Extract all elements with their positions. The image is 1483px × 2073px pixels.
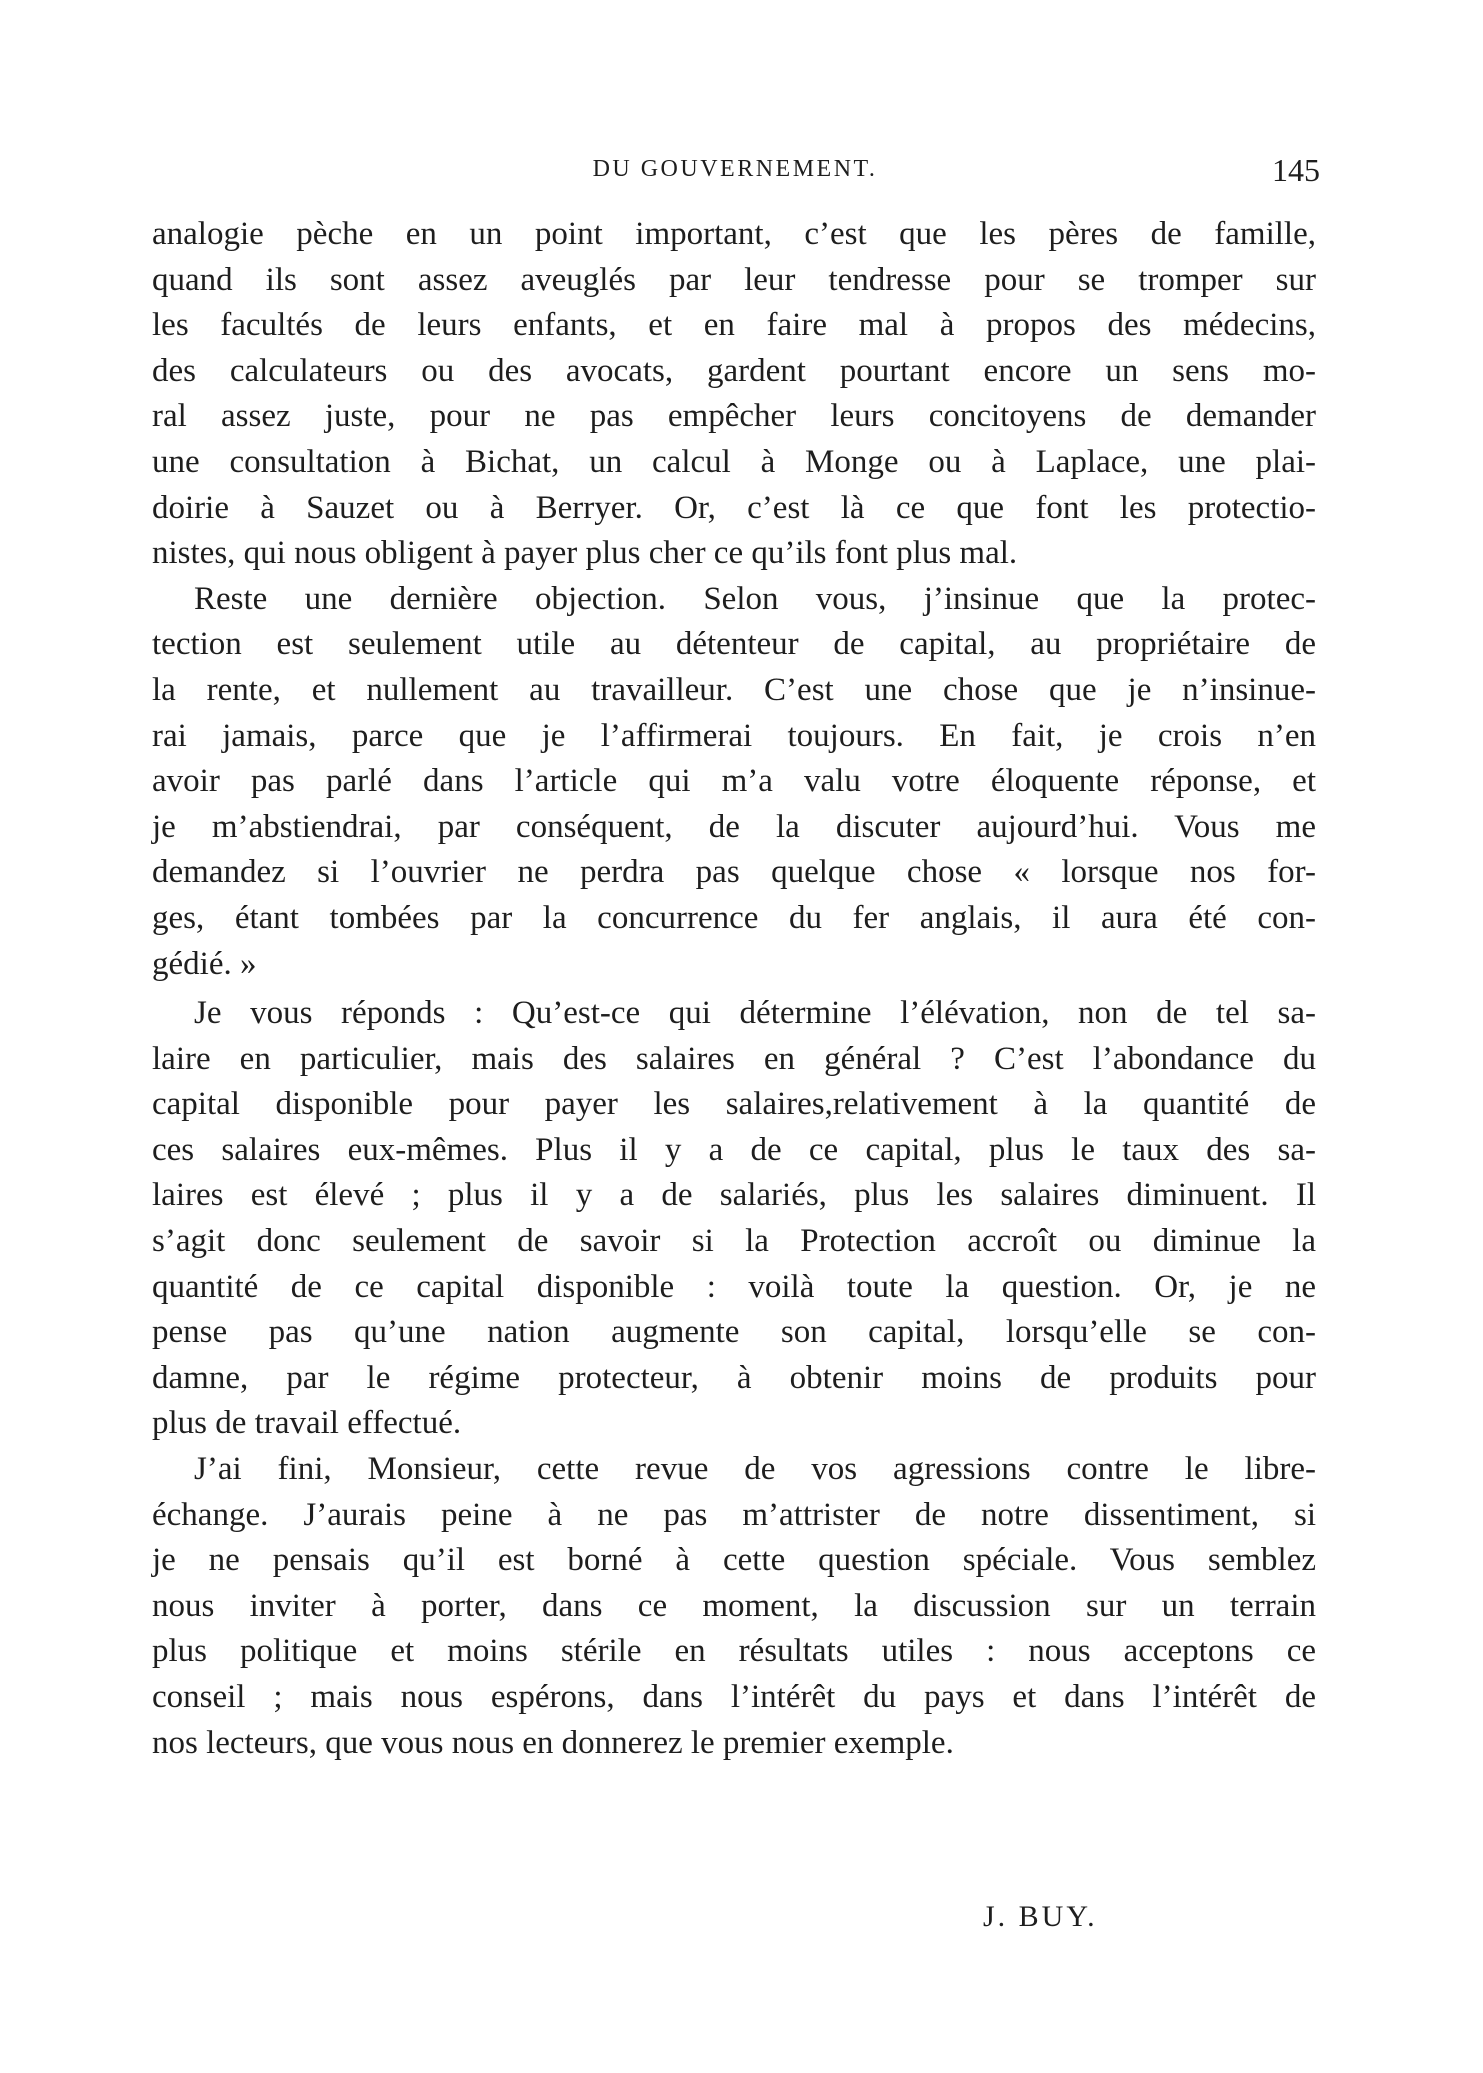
- running-head: [150, 152, 1320, 192]
- text-line: capital disponible pour payer les salaires,relativement à la quantité de: [152, 1086, 1316, 1123]
- text-line: laire en particulier, mais des salaires en général ? C’est l’abondance du: [152, 1040, 1316, 1077]
- text-line: s’agit donc seulement de savoir si la Protection accroît ou diminue la: [152, 1223, 1316, 1260]
- running-title: DU GOUVERNEMENT.: [592, 156, 878, 182]
- text-line: rai jamais, parce que je l’affirmerai toujours. En fait, je crois n’en: [152, 717, 1316, 754]
- text-line: quand ils sont assez aveuglés par leur tendresse pour se tromper sur: [152, 261, 1316, 298]
- paragraph-first-line: Reste une dernière objection. Selon vous, j’insinue que la protec-: [194, 580, 1316, 617]
- text-line: nous inviter à porter, dans ce moment, la discussion sur un terrain: [152, 1587, 1316, 1624]
- text-line: des calculateurs ou des avocats, gardent pourtant encore un sens mo-: [152, 352, 1316, 389]
- text-line: doirie à Sauzet ou à Berryer. Or, c’est là ce que font les protectio-: [152, 489, 1316, 526]
- page-number: 145: [1272, 152, 1320, 188]
- body-text: [152, 212, 1316, 1766]
- paragraph-first-line: Je vous réponds : Qu’est-ce qui détermine l’élévation, non de tel sa-: [194, 995, 1316, 1032]
- text-line: damne, par le régime protecteur, à obtenir moins de produits pour: [152, 1359, 1316, 1396]
- text-line: nos lecteurs, que vous nous en donnerez le premier exemple.: [152, 1724, 954, 1761]
- text-line: gédié. »: [152, 945, 257, 982]
- text-line: ral assez juste, pour ne pas empêcher leurs concitoyens de demander: [152, 398, 1316, 435]
- text-line: pense pas qu’une nation augmente son capital, lorsqu’elle se con-: [152, 1314, 1316, 1351]
- text-line: demandez si l’ouvrier ne perdra pas quelque chose « lorsque nos for-: [152, 854, 1316, 891]
- text-line: conseil ; mais nous espérons, dans l’intérêt du pays et dans l’intérêt de: [152, 1679, 1316, 1715]
- text-line: nistes, qui nous obligent à payer plus cher ce qu’ils font plus mal.: [152, 535, 1018, 572]
- text-line: je ne pensais qu’il est borné à cette question spéciale. Vous semblez: [152, 1542, 1316, 1579]
- text-line: échange. J’aurais peine à ne pas m’attrister de notre dissentiment, si: [152, 1496, 1316, 1533]
- text-line: ces salaires eux-mêmes. Plus il y a de ce capital, plus le taux des sa-: [152, 1131, 1316, 1168]
- text-line: tection est seulement utile au détenteur de capital, au propriétaire de: [152, 626, 1316, 663]
- text-line: les facultés de leurs enfants, et en faire mal à propos des médecins,: [152, 307, 1316, 344]
- text-line: laires est élevé ; plus il y a de salariés, plus les salaires diminuent. Il: [152, 1177, 1316, 1214]
- text-line: analogie pèche en un point important, c’est que les pères de famille,: [152, 216, 1316, 252]
- text-line: quantité de ce capital disponible : voilà toute la question. Or, je ne: [152, 1268, 1316, 1305]
- text-line: plus de travail effectué.: [152, 1405, 462, 1442]
- author-signature: J. BUY.: [983, 1900, 1098, 1933]
- text-line: je m’abstiendrai, par conséquent, de la discuter aujourd’hui. Vous me: [152, 808, 1316, 845]
- text-line: ges, étant tombées par la concurrence du fer anglais, il aura été con-: [152, 899, 1316, 936]
- text-line: la rente, et nullement au travailleur. C’est une chose que je n’insinue-: [152, 671, 1316, 708]
- text-line: plus politique et moins stérile en résultats utiles : nous acceptons ce: [152, 1633, 1316, 1670]
- text-line: avoir pas parlé dans l’article qui m’a valu votre éloquente réponse, et: [152, 763, 1316, 800]
- paragraph-first-line: J’ai fini, Monsieur, cette revue de vos agressions contre le libre-: [194, 1451, 1316, 1488]
- text-line: une consultation à Bichat, un calcul à Monge ou à Laplace, une plai-: [152, 443, 1316, 480]
